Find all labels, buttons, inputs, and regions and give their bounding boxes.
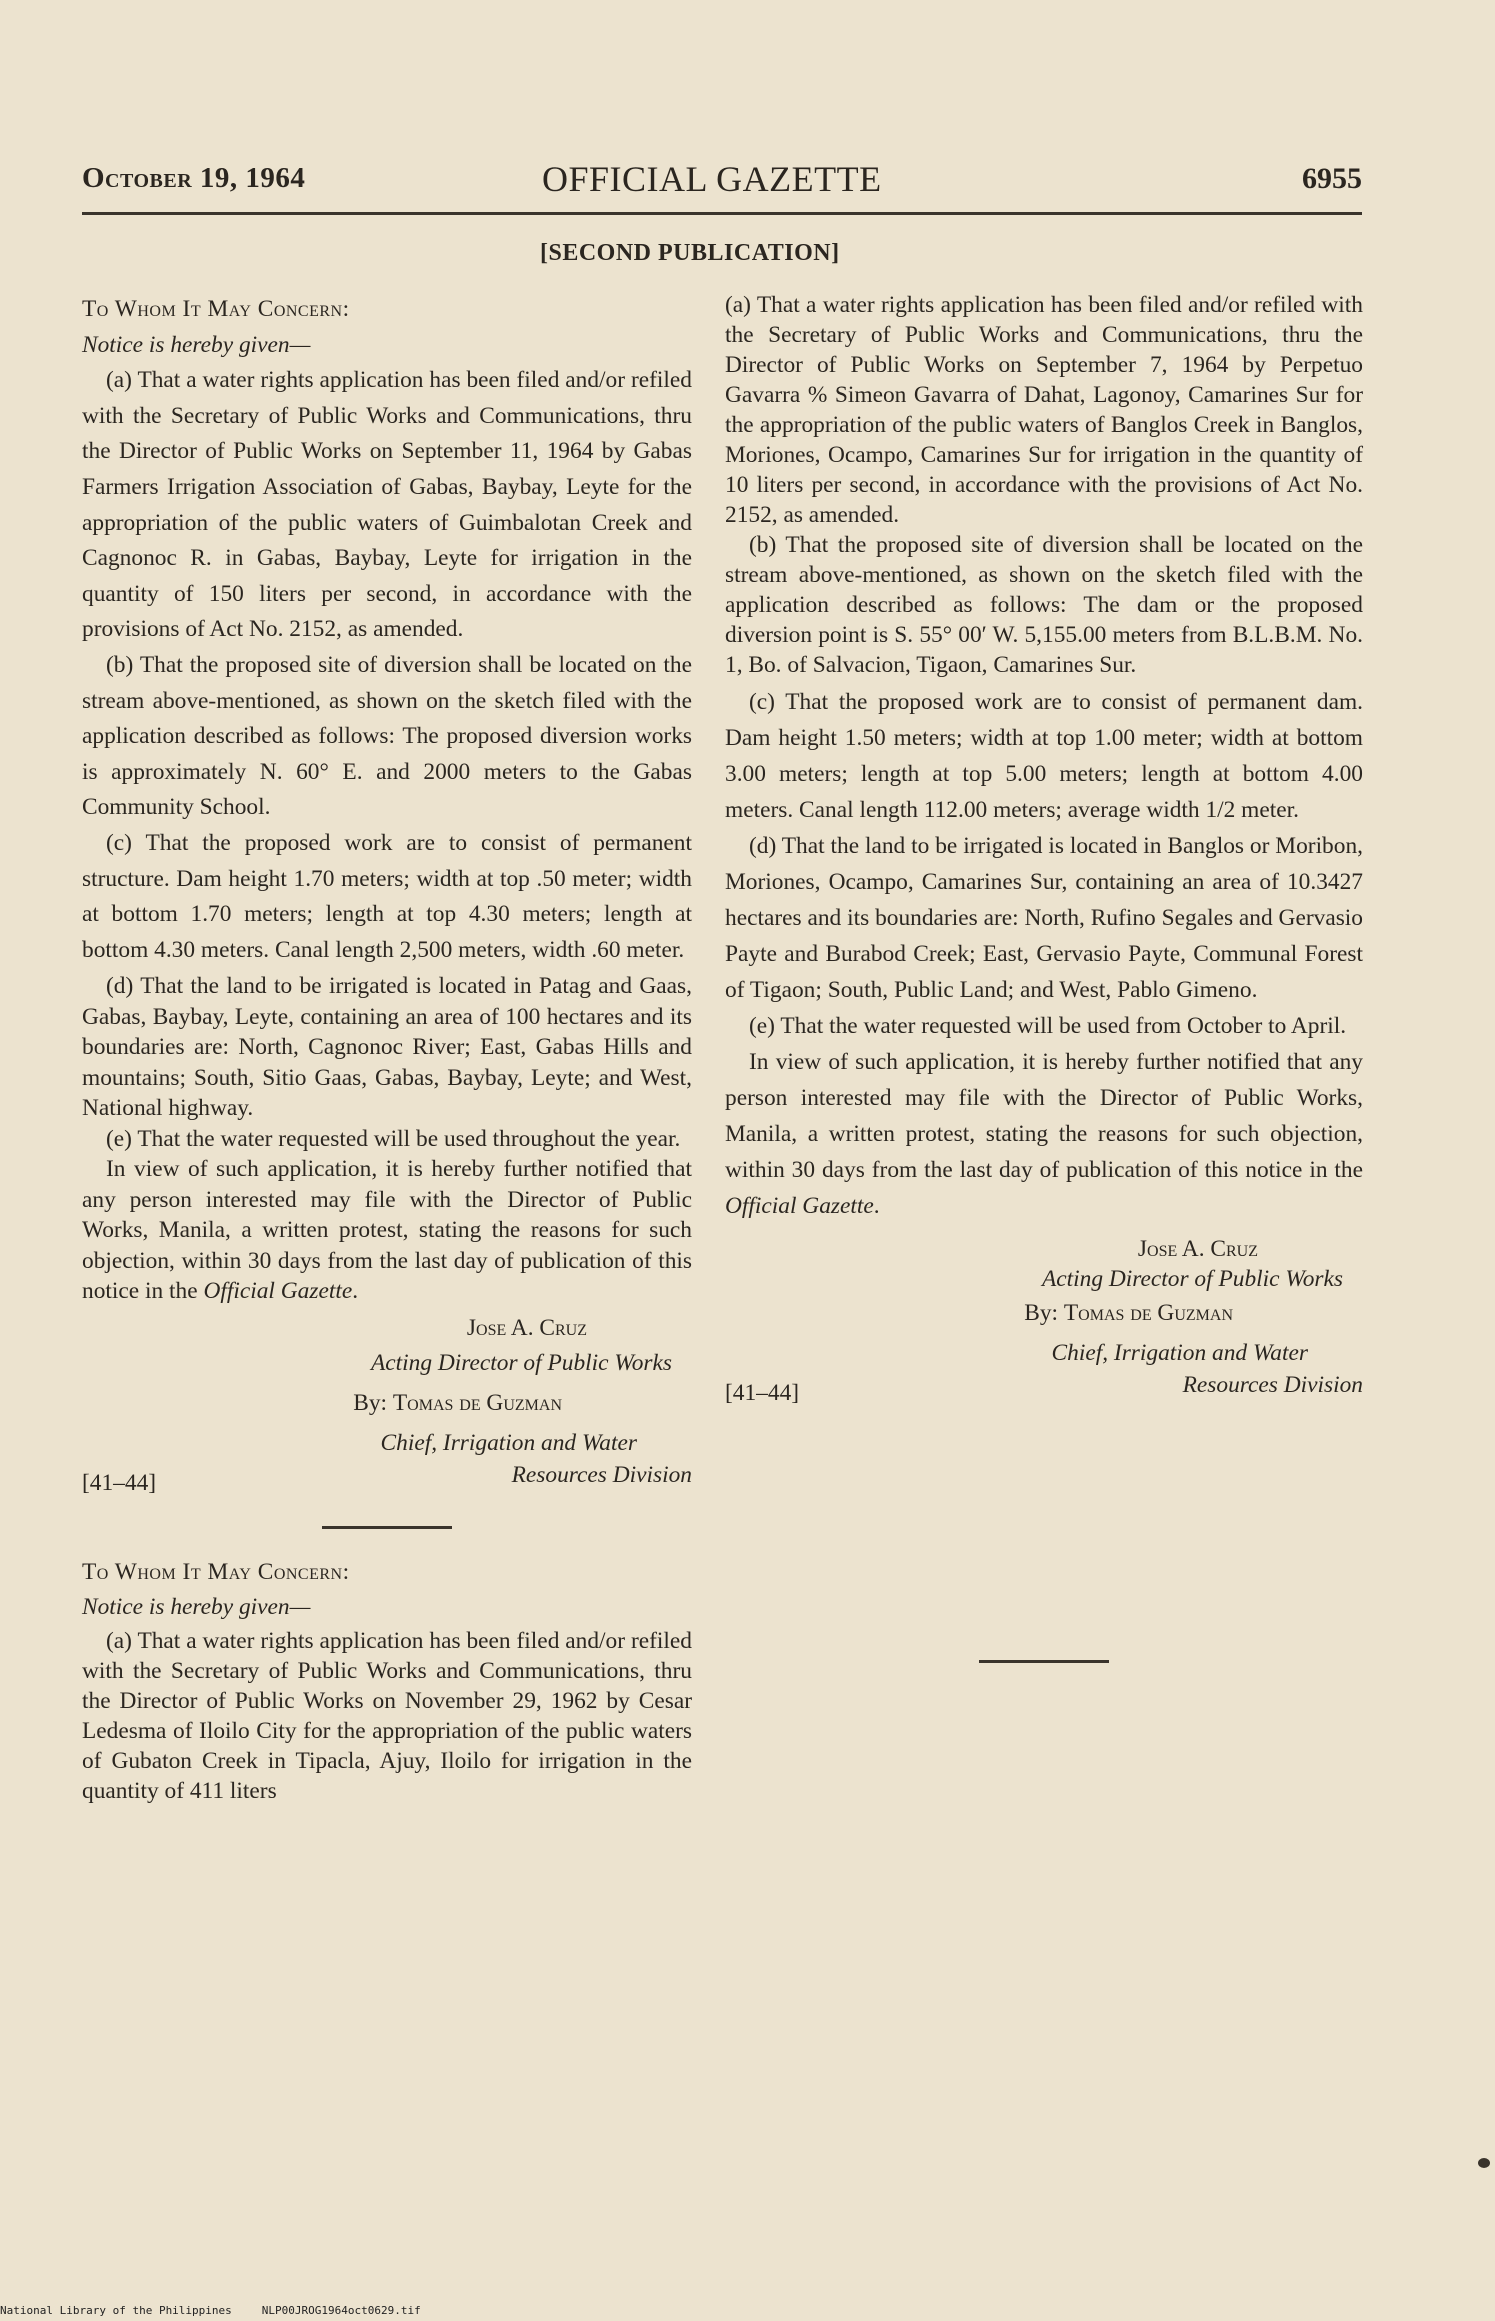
scan-footer [0,2304,421,2317]
notice2-paragraph-e: (e) That the water requested will be used from October to April. [749,1013,1347,1039]
notice1-salutation: To Whom It May Concern: [82,296,350,322]
notice3-given: Notice is hereby given— [82,1594,311,1621]
notice1-by-name: Tomas de Guzman [392,1389,562,1416]
notice1-closing-gazette: Official Gazette [203,1278,353,1305]
notice2-signer-title: Acting Director of Public Works [1041,1266,1343,1292]
notice1-signer: Jose A. Cruz [466,1314,587,1341]
second-publication-label: [SECOND PUBLICATION] [540,240,840,266]
publication-title: OFFICIAL GAZETTE [542,159,882,199]
notice1-chief-title: Chief, Irrigation and Water [380,1429,637,1456]
notice1-paragraph-b: (b) That the proposed site of diversion shall be located on the stream above-mentioned, as shown on the sketch filed with the application described as follows: The proposed diversion works is approximately N. 60° E. and 2000 meters to the Gabas Community School. [82,651,692,821]
notice1-chief-block [82,1426,692,1498]
notice2-closing-gazette: Official Gazette [725,1193,874,1219]
notice1-by-line [82,1386,692,1422]
page-number: 6955 [1302,162,1362,195]
header-rule [82,212,1362,215]
notice1-by-label: By: [353,1389,388,1416]
notice3-salutation: To Whom It May Concern: [82,1558,350,1585]
notice2-code: [41–44] [725,1380,800,1406]
notice2-paragraph-b: (b) That the proposed site of diversion shall be located on the stream above-mentioned, as shown on the sketch filed with the application described as follows: The dam or the proposed diversion point is S. 55° 00′ W. 5,155.00 meters from B.L.B.M. No. 1, Bo. of Salvacion, Tigaon, Camarines Sur. [725,532,1363,678]
left-column [82,290,692,1806]
notice2-paragraph-a: (a) That a water rights application has been filed and/or refiled with the Secretary of Public Works and Communications, thru the Director of Public Works on September 7, 1964 by Perpetuo Gavarra % Simeon Gavarra of Dahat, Lagonoy, Camarines Sur for the appropriation of the public waters of Banglos Creek in Banglos, Moriones, Ocampo, Camarines Sur for irrigation in the quantity of 10 liters per second, in accordance with the provisions of Act No. 2152, as amended. [725,292,1363,528]
notice2-by-name: Tomas de Guzman [1063,1300,1233,1326]
section-divider-right [979,1660,1109,1663]
notice1-paragraph-d: (d) That the land to be irrigated is located in Patag and Gaas, Gabas, Baybay, Leyte, containing an area of 100 hectares and its boundaries are: North, Cagnonoc River; East, Gabas Hills and mountains; South, Sitio Gaas, Gabas, Baybay, Leyte; and West, National highway. [82,973,692,1122]
notice1-paragraph-c: (c) That the proposed work are to consist of permanent structure. Dam height 1.70 meters; width at top .50 meter; width at bottom 1.70 meters; length at top 4.30 meters; length at bottom 4.30 meters. Canal length 2,500 meters, width .60 meter. [82,829,692,963]
notice2-paragraph-c: (c) That the proposed work are to consist of permanent dam. Dam height 1.50 meters; width at top 1.00 meter; width at bottom 3.00 meters; length at top 5.00 meters; length at bottom 4.00 meters. Canal length 112.00 meters; average width 1/2 meter. [725,689,1363,823]
issue-date: October 19, 1964 [82,162,306,194]
notice2-by-line [725,1298,1363,1328]
section-divider [322,1526,452,1529]
notice2-paragraph-d: (d) That the land to be irrigated is located in Banglos or Moribon, Moriones, Ocampo, Camarines Sur, containing an area of 10.3427 hectares and its boundaries are: North, Rufino Segales and Gervasio Payte and Burabod Creek; East, Gervasio Payte, Communal Forest of Tigaon; South, Public Land; and West, Pablo Gimeno. [725,833,1363,1003]
paper-speck [1478,2158,1490,2168]
notice2-closing-text: In view of such application, it is hereby further notified that any person interested may file with the Director of Public Works, Manila, a written protest, stating the reasons for such objection, within 30 days from the last day of publication of this notice in the [725,1049,1363,1183]
footer-library: National Library of the Philippines [0,2304,232,2317]
notice1-closing-end: . [352,1278,359,1305]
right-column-lower [725,1660,1363,1689]
notice2-closing-end: . [873,1193,880,1219]
notice2-chief-block [725,1338,1363,1410]
notice1-paragraph-a: (a) That a water rights application has been filed and/or refiled with the Secretary of Public Works and Communications, thru the Director of Public Works on September 11, 1964 by Gabas Farmers Irrigation Association of Gabas, Baybay, Leyte for the appropriation of the public waters of Guimbalotan Creek and Cagnonoc R. in Gabas, Baybay, Leyte for irrigation in the quantity of 150 liters per second, in accordance with the provisions of Act No. 2152, as amended. [82,367,692,643]
notice3-paragraph-a: (a) That a water rights application has been filed and/or refiled with the Secretary of Public Works and Communications, thru the Director of Public Works on November 29, 1962 by Cesar Ledesma of Iloilo City for the appropriation of the public waters of Gubaton Creek in Tipacla, Ajuy, Iloilo for irrigation in the quantity of 411 liters [82,1627,692,1804]
notice2-closing [725,1044,1363,1224]
running-head [82,158,1362,202]
notice1-closing-text: In view of such application, it is hereby further notified that any person interested may file with the Director of Public Works, Manila, a written protest, stating the reasons for such objection, within 30 days from the last day of publication of this notice in the [82,1156,692,1305]
notice2-signer: Jose A. Cruz [1137,1236,1258,1262]
notice1-paragraph-e: (e) That the water requested will be used throughout the year. [106,1125,681,1152]
notice2-by-label: By: [1024,1300,1059,1326]
notice1-given: Notice is hereby given— [82,331,311,358]
notice2-division: Resources Division [1182,1372,1363,1398]
notice1-code: [41–44] [82,1469,157,1496]
footer-file: NLP00JROG1964oct0629.tif [261,2304,421,2317]
notice2-chief-title: Chief, Irrigation and Water [1051,1340,1308,1366]
right-column [725,290,1363,1410]
notice1-signer-title: Acting Director of Public Works [370,1350,672,1377]
notice1-closing [82,1154,692,1307]
notice1-division: Resources Division [511,1461,692,1488]
